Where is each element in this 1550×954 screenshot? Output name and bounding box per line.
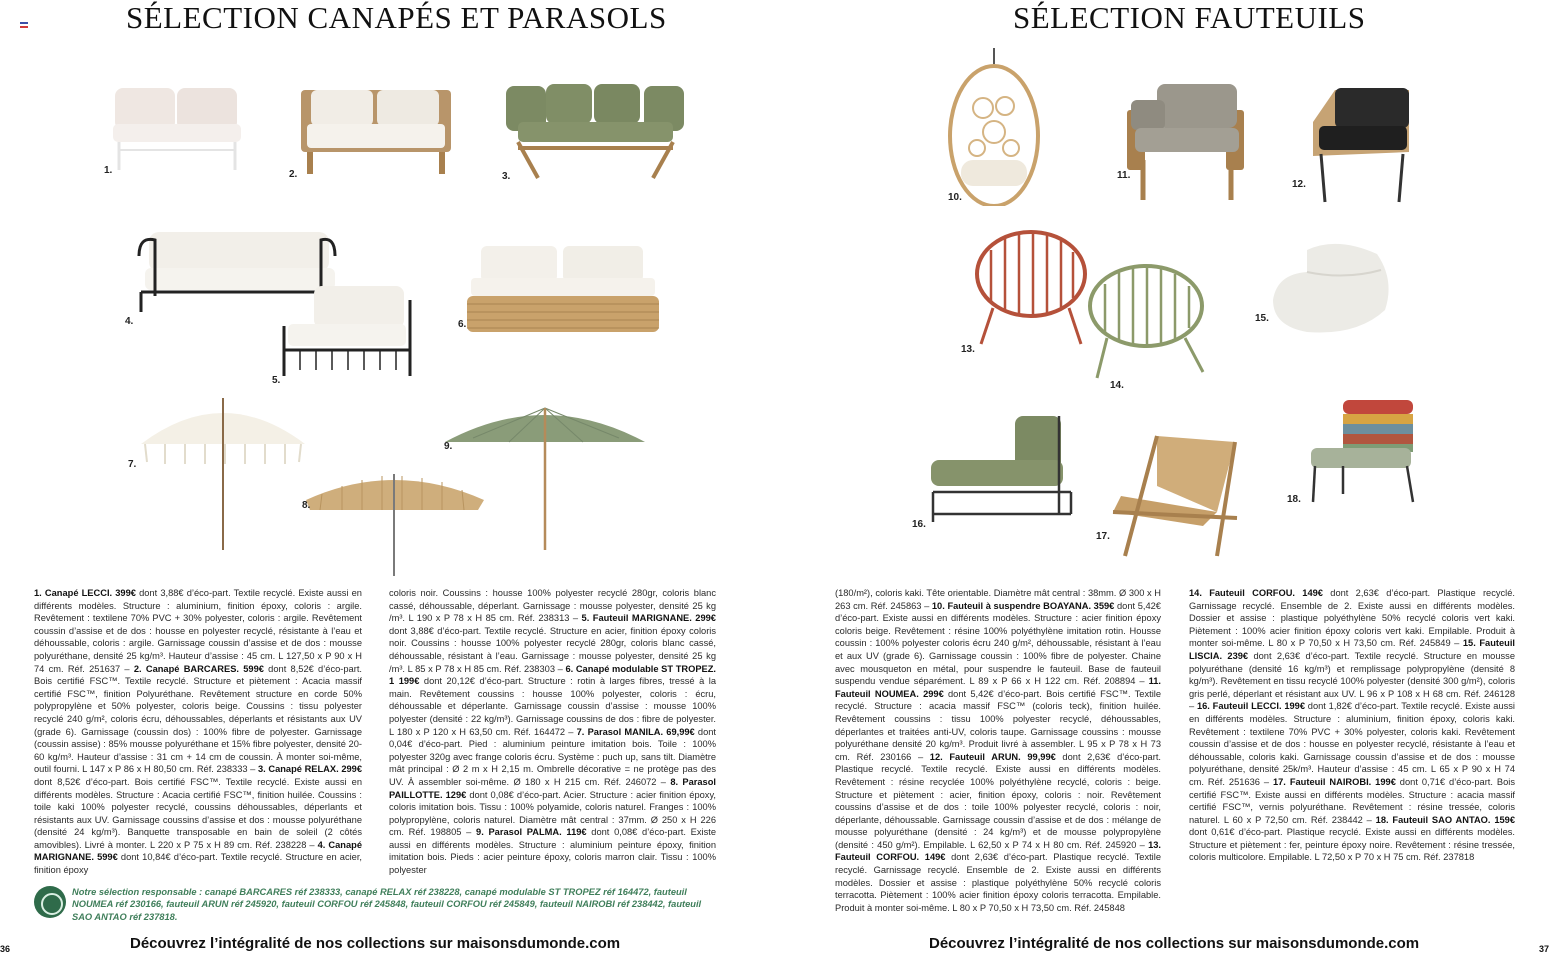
- product-image-7-parasol-manila: [135, 392, 310, 552]
- product-label-14: 14.: [1110, 380, 1124, 391]
- product-image-6-sofa-st-tropez: [463, 242, 663, 337]
- product-label-5: 5.: [272, 375, 281, 386]
- product-image-3-sofa-relax: [498, 78, 693, 183]
- product-label-6: 6.: [458, 319, 467, 330]
- product-image-5-armchair-marignane: [280, 280, 415, 380]
- product-label-16: 16.: [912, 519, 926, 530]
- page-number: 37: [1539, 944, 1550, 954]
- page-title: SÉLECTION CANAPÉS ET PARASOLS: [126, 0, 667, 35]
- product-image-13-armchair-corfou-terracotta: [971, 228, 1091, 348]
- product-image-10-hanging-chair-boayana: [947, 48, 1042, 206]
- product-image-18-armchair-sao-antao: [1303, 396, 1421, 506]
- responsible-selection-text: Notre sélection responsable : canapé BARCARES réf 238333, canapé RELAX réf 238228, canapé modulable ST TROPEZ réf 164472, fauteuil NOUMEA réf 230166, fauteuil ARUN réf 245920, fauteuil CORFOU réf 245848, fauteuil CORFOU réf 245849, fauteuil NAIROBI réf 238442, fauteuil SAO ANTAO réf 237818.: [72, 887, 702, 922]
- page-title: SÉLECTION FAUTEUILS: [1013, 0, 1366, 35]
- product-label-17: 17.: [1096, 531, 1110, 542]
- product-descriptions-col-1: 1. Canapé LECCI. 399€ dont 3,88€ d’éco-part. Textile recyclé. Existe aussi en différents modèles. Structure : aluminium, finition époxy, coloris : argile. Revêtement : textilene 70% PVC + 30% polyester, coloris : argile. Revêtement coussin d’assise et de dos : housse en polyester recyclé, résistante à l’eau et déhoussable, coloris : argile. Garnissage coussin d’assise et de dos : mousse polyuréthane, densité 25 kg/m³. Hauteur d’assise : 45 cm. L 127,50 x P 90 x H 74 cm. Réf. 251637 – 2. Canapé BARCARES. 599€ dont 8,52€ d’éco-part. Bois certifié FSC™. Textile recyclé. Structure et piètement : Acacia massif certifié FSC™, finition Polyuréthane. Revêtement structure en corde 50% polypropylène et 50% polyester, coloris beige. Coussins : tissu polyester recyclé 240 g/m², coloris écru, déhoussables, déperlants et résistants aux UV (grade 6). Garnissage (coussin dos) : 100% fibre de polyester. Garnissage (coussin assise) : 85% mousse polyuréthane et 15% fibre polyester, densité 20-60 kg/m³. Hauteur d’assise : 31 cm + 14 cm de coussin. À monter soi-même, outil fourni. L 147 x P 86 x H 80,50 cm. Réf. 238333 – 3. Canapé RELAX. 299€ dont 8,52€ d’éco-part. Bois certifié FSC™. Textile recyclé. Existe aussi en différents modèles. Structure : Acacia certifié FSC™, finition huilée. Coussins : toile kaki 100% polyester recyclé, coussins déhoussables, déperlants et résistants aux UV. Garnissage coussins d’assise et dos : mousse polyuréthane (densité 24 kg/m³). Banquette transposable en bain de soleil (2 côtés amovibles). Livré à monter. L 220 x P 75 x H 89 cm. Réf. 238228 – 4. Canapé MARIGNANE. 599€ dont 10,84€ d’éco-part. Textile recyclé. Structure en acier, finition époxy: [34, 588, 363, 876]
- product-label-7: 7.: [128, 459, 137, 470]
- product-label-10: 10.: [948, 192, 962, 203]
- right-page: [775, 0, 1550, 954]
- product-image-17-armchair-nairobi: [1107, 426, 1247, 566]
- product-label-9: 9.: [444, 441, 453, 452]
- product-image-12-armchair-arun: [1305, 82, 1415, 207]
- product-label-12: 12.: [1292, 179, 1306, 190]
- product-label-4: 4.: [125, 316, 134, 327]
- product-label-13: 13.: [961, 344, 975, 355]
- product-image-11-armchair-noumea: [1123, 80, 1248, 206]
- product-image-15-armchair-liscia: [1267, 240, 1397, 340]
- product-image-16-armchair-lecci-kaki: [921, 410, 1091, 530]
- flag-icon: [20, 22, 28, 28]
- product-descriptions-col-2: coloris noir. Coussins : housse 100% polyester recyclé 280gr, coloris blanc cassé, déhoussable, déperlant. Garnissage : mousse polyester, densité 25 kg /m³. L 190 x P 78 x H 85 cm. Réf. 238313 – 5. Fauteuil MARIGNANE. 299€ dont 3,88€ d’éco-part. Textile recyclé. Structure en acier, finition époxy coloris noir. Coussins : housse 100% polyester recyclé 280gr, coloris blanc cassé, déhoussable, résistant à l’eau. Garnissage : mousse polyester, densité 25 kg /m³. L 85 x P 78 x H 85 cm. Réf. 238303 – 6. Canapé modulable ST TROPEZ. 1 199€ dont 20,12€ d’éco-part. Structure : rotin à larges fibres, tressé à la main. Revêtement coussins : housse 100% polyester, coloris : écru, déhoussable et déperlante. Garnissage coussin d’assise : mousse 100% polyester (densité : 22 kg/m³). Garnissage coussins de dos : fibre de polyester. L 180 x P 120 x H 63,50 cm. Réf. 164472 – 7. Parasol MANILA. 69,99€ dont 0,04€ d’éco-part. Pied : aluminium peinture imitation bois. Toile : 100% polyester 320g avec frange coloris écru. Système : puch up, sans tilt. Diamètre mât principal : Ø 2 m x H 2,15 m. Ombrelle décorative = ne protège pas des UV. À assembler soi-même. Ø 180 x H 215 cm. Réf. 246072 – 8. Parasol PAILLOTTE. 129€ dont 0,08€ d’éco-part. Acier. Structure : acier finition époxy, coloris imitation bois. Tissu : 100% polyamide, coloris naturel. Franges : 100% polypropylène, coloris naturel. Diamètre mât central : 37mm. Ø 250 x H 226 cm. Réf. 198805 – 9. Parasol PALMA. 119€ dont 0,08€ d’éco-part. Existe aussi en différents modèles. Structure : aluminium peinture époxy, finition imitation bois. Pieds : acier peinture époxy, coloris marron clair. Tissu : 100% polyester: [389, 588, 717, 876]
- product-image-2-sofa-barcares: [297, 84, 457, 179]
- product-label-11: 11.: [1117, 170, 1131, 181]
- product-label-3: 3.: [502, 171, 511, 182]
- product-label-1: 1.: [104, 165, 113, 176]
- eco-globe-icon: [34, 886, 66, 918]
- product-image-1-sofa-lecci: [105, 80, 250, 175]
- product-label-15: 15.: [1255, 313, 1269, 324]
- page-number: 36: [0, 944, 11, 954]
- product-label-18: 18.: [1287, 494, 1301, 505]
- product-label-8: 8.: [302, 500, 311, 511]
- product-label-2: 2.: [289, 169, 298, 180]
- product-descriptions-col-2: 14. Fauteuil CORFOU. 149€ dont 2,63€ d’éco-part. Plastique recyclé. Garnissage recyclé. Ensemble de 2. Existe aussi en différents modèles. Dossier et assise : plastique polyéthylène 50% recyclé coloris vert kaki. Piètement : 100% acier finition époxy coloris vert kaki. Empilable. Produit à monter soi-même. L 80 x P 70,50 x H 73,50 cm. Réf. 245849 – 15. Fauteuil LISCIA. 239€ dont 2,63€ d’éco-part. Textile recyclé. Structure en mousse polyuréthane (densité 16 kg/m³) et remplissage polypropylène (densité 8 kg/m³). Revêtement en tissu recyclé 100% polyester (densité 300 g/m²), coloris gris perlé, déperlant et résistant aux UV. L 96 x P 108 x H 68 cm. Réf. 246128 – 16. Fauteuil LECCI. 199€ dont 1,82€ d’éco-part. Textile recyclé. Existe aussi en différents modèles. Structure : aluminium, finition époxy, coloris kaki. Revêtement : textilene 70% PVC + 30% polyester, coloris kaki. Revêtement coussin d’assise et de dos : housse en polyester recyclé, résistante à l’eau et déhoussable, coloris kaki. Garnissage coussin d’assise et de dos : mousse polyuréthane, densité 25k/m³. Hauteur d’assise : 45 cm. L 65 x P 90 x H 74 cm. Réf. 251636 – 17. Fauteuil NAIROBI. 199€ dont 0,71€ d’éco-part. Bois certifié FSC™. Existe aussi en différents modèles. Structure : acacia massif certifié FSC™, vernis polyuréthane. Revêtement : résine tressée, coloris naturel. L 60 x P 72,50 cm. Réf. 238442 – 18. Fauteuil SAO ANTAO. 159€ dont 0,61€ d’éco-part. Plastique recyclé. Existe aussi en différents modèles. Structure et piètement : fer, peinture époxy noire. Revêtement : résine tressée, coloris multicolore. Empilable. L 72,50 x P 70 x H 75 cm. Réf. 237818: [1189, 588, 1515, 863]
- footer-link-text[interactable]: Découvrez l’intégralité de nos collections sur maisonsdumonde.com: [929, 935, 1420, 952]
- product-image-14-armchair-corfou-kaki: [1083, 262, 1209, 382]
- footer-link-text[interactable]: Découvrez l’intégralité de nos collections sur maisonsdumonde.com: [130, 935, 621, 952]
- product-descriptions-col-1: (180/m²), coloris kaki. Tête orientable. Diamètre mât central : 38mm. Ø 300 x H 263 cm. Réf. 245863 – 10. Fauteuil à suspendre BOAYANA. 359€ dont 5,42€ d’éco-part. Existe aussi en différents modèles. Structure : acier finition époxy coloris beige. Revêtement : résine 100% polyéthylène imitation rotin. Housse coussin : 100% polyester coloris écru 240 g/m², déhoussable, résistant à l’eau et aux UV (grade 6). Garnissage coussin : 100% fibre de polyester. Chaine avec mousqueton en métal, pour suspendre le fauteuil. Base de fauteuil suspendu vendue séparément. L 89 x P 66 x H 122 cm. Réf. 208894 – 11. Fauteuil NOUMEA. 299€ dont 5,42€ d’éco-part. Bois certifié FSC™. Textile recyclé. Structure : acacia massif FSC™ (coloris teck), finition huilée. Revêtement coussins : tissu 100% polyester recyclé, déhoussables, déperlantes et traitées anti-UV, coloris taupe. Garnissage coussins : mousse polyuréthane densité 20 kg/m³. Produit livré à assembler. L 95 x P 78 x H 73 cm. Réf. 230166 – 12. Fauteuil ARUN. 99,99€ dont 2,63€ d’éco-part. Plastique recyclé. Textile recyclé. Existe aussi en différents modèles. Revêtement : résine recyclée 100% polyéthylène recyclé, coloris : beige. Structure et piètement : acier, finition époxy, coloris : noir. Revêtement coussins d’assise et de dos : toile 100% polyester recyclé, coloris : noir, déperlante, déhoussable. Garnissage coussin d’assise et de dos : mélange de mousse polyuréthane (densité : 24 kg/m³) et de mousse polypropylène (densité : 450 g/m²). Empilable. L 62,50 x P 74 x H 80 cm. Réf. 245920 – 13. Fauteuil CORFOU. 149€ dont 2,63€ d’éco-part. Plastique recyclé. Textile recyclé. Garnissage recyclé. Ensemble de 2. Existe aussi en différents modèles. Dossier et assise : plastique polyéthylène 50% recyclé coloris terracotta. Piètement : 100% acier finition époxy coloris terracotta. Empilable. Produit à monter soi-même. L 80 x P 70,50 x H 73,50 cm. Réf. 245848: [835, 588, 1161, 913]
- product-image-9-parasol-palma: [443, 402, 648, 552]
